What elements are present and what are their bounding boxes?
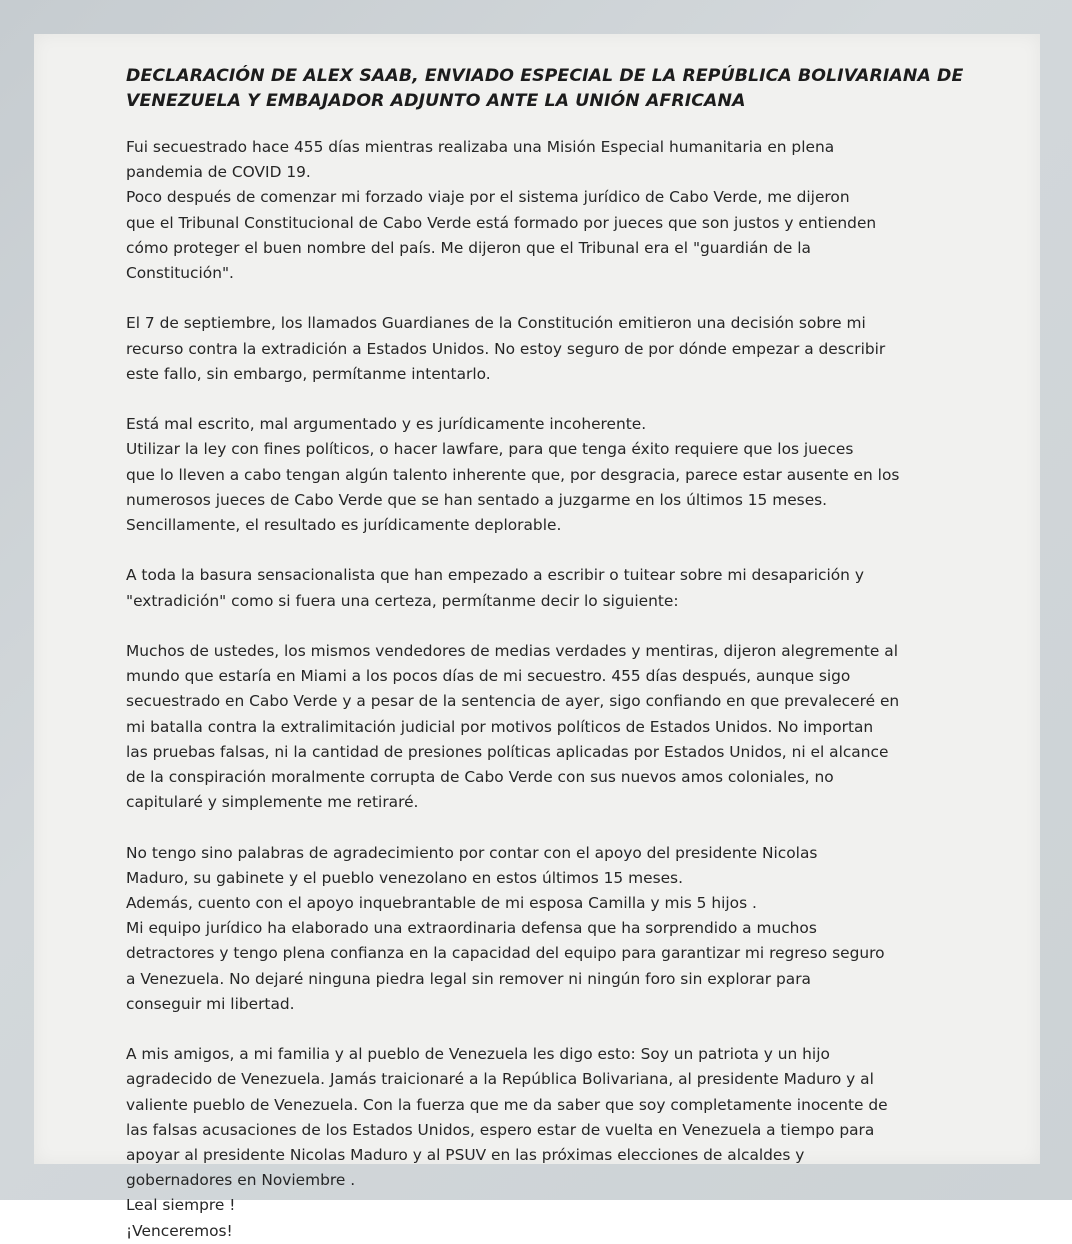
text-line: pandemia de COVID 19. (126, 163, 311, 182)
text-line: Mi equipo jurídico ha elaborado una extraordinaria defensa que ha sorprendido a muchos (126, 919, 817, 938)
text-line: Leal siempre ! (126, 1196, 236, 1215)
text-line: cómo proteger el buen nombre del país. Me dijeron que el Tribunal era el "guardián de la (126, 238, 811, 257)
text-line: capitularé y simplemente me retiraré. (126, 793, 419, 812)
text-line: Sencillamente, el resultado es jurídicamente deplorable. (126, 516, 562, 535)
text-line: de la conspiración moralmente corrupta de Cabo Verde con sus nuevos amos coloniales, no (126, 768, 834, 787)
text-line: A toda la basura sensacionalista que han empezado a escribir o tuitear sobre mi desaparición y (126, 566, 864, 585)
text-line: que el Tribunal Constitucional de Cabo Verde está formado por jueces que son justos y entienden (126, 213, 877, 232)
text-line: a Venezuela. No dejaré ninguna piedra legal sin remover ni ningún foro sin explorar para (126, 969, 811, 988)
document-body (126, 135, 1000, 1244)
text-line: agradecido de Venezuela. Jamás traicionaré a la República Bolivariana, al presidente Maduro y al (126, 1070, 874, 1089)
text-line: A mis amigos, a mi familia y al pueblo de Venezuela les digo esto: Soy un patriota y un hijo (126, 1045, 830, 1064)
text-line: No tengo sino palabras de agradecimiento por contar con el apoyo del presidente Nicolas (126, 843, 818, 862)
text-line: numerosos jueces de Cabo Verde que se han sentado a juzgarme en los últimos 15 meses. (126, 490, 828, 509)
paragraph (126, 563, 1000, 613)
text-line: recurso contra la extradición a Estados Unidos. No estoy seguro de por dónde empezar a describir (126, 339, 886, 358)
text-line: valiente pueblo de Venezuela. Con la fuerza que me da saber que soy completamente inocente de (126, 1095, 888, 1114)
document-title (126, 64, 1000, 114)
text-line: Constitución". (126, 264, 234, 283)
paragraph (126, 135, 1000, 286)
text-line: Utilizar la ley con fines políticos, o hacer lawfare, para que tenga éxito requiere que los jueces (126, 440, 854, 459)
paragraph (126, 639, 1000, 815)
text-line: apoyar al presidente Nicolas Maduro y al PSUV en las próximas elecciones de alcaldes y (126, 1146, 805, 1165)
text-line: las pruebas falsas, ni la cantidad de presiones políticas aplicadas por Estados Unidos, ni el alcance (126, 742, 889, 761)
title-line: VENEZUELA Y EMBAJADOR ADJUNTO ANTE LA UNIÓN AFRICANA (126, 91, 746, 111)
text-line: conseguir mi libertad. (126, 994, 295, 1013)
paragraph (126, 311, 1000, 387)
text-line: detractores y tengo plena confianza en la capacidad del equipo para garantizar mi regreso seguro (126, 944, 885, 963)
text-line: "extradición" como si fuera una certeza, permítanme decir lo siguiente: (126, 591, 679, 610)
document-page (34, 34, 1040, 1240)
text-line: Muchos de ustedes, los mismos vendedores de medias verdades y mentiras, dijeron alegremente al (126, 642, 898, 660)
text-line: Maduro, su gabinete y el pueblo venezolano en estos últimos 15 meses. (126, 868, 683, 887)
title-line: DECLARACIÓN DE ALEX SAAB, ENVIADO ESPECIAL DE LA REPÚBLICA BOLIVARIANA DE (126, 66, 964, 86)
text-line: secuestrado en Cabo Verde y a pesar de la sentencia de ayer, sigo confiando en que prevaleceré en (126, 692, 900, 711)
text-line: El 7 de septiembre, los llamados Guardianes de la Constitución emitieron una decisión sobre mi (126, 314, 866, 333)
text-line: mi batalla contra la extralimitación judicial por motivos políticos de Estados Unidos. No importan (126, 717, 874, 736)
paragraph (126, 1042, 1000, 1244)
text-line: Está mal escrito, mal argumentado y es jurídicamente incoherente. (126, 415, 647, 434)
text-line: este fallo, sin embargo, permítanme intentarlo. (126, 364, 491, 383)
text-line: gobernadores en Noviembre . (126, 1171, 356, 1190)
text-line: Además, cuento con el apoyo inquebrantable de mi esposa Camilla y mis 5 hijos . (126, 894, 757, 913)
text-line: que lo lleven a cabo tengan algún talento inherente que, por desgracia, parece estar ausente en los (126, 465, 900, 484)
text-line: Poco después de comenzar mi forzado viaje por el sistema jurídico de Cabo Verde, me dijeron (126, 188, 850, 207)
paragraph (126, 841, 1000, 1017)
text-line: Fui secuestrado hace 455 días mientras realizaba una Misión Especial humanitaria en plena (126, 138, 835, 156)
text-line: las falsas acusaciones de los Estados Unidos, espero estar de vuelta en Venezuela a tiempo para (126, 1120, 875, 1139)
text-line: mundo que estaría en Miami a los pocos días de mi secuestro. 455 días después, aunque sigo (126, 667, 851, 686)
paragraph (126, 412, 1000, 538)
text-line: ¡Venceremos! (126, 1221, 233, 1240)
